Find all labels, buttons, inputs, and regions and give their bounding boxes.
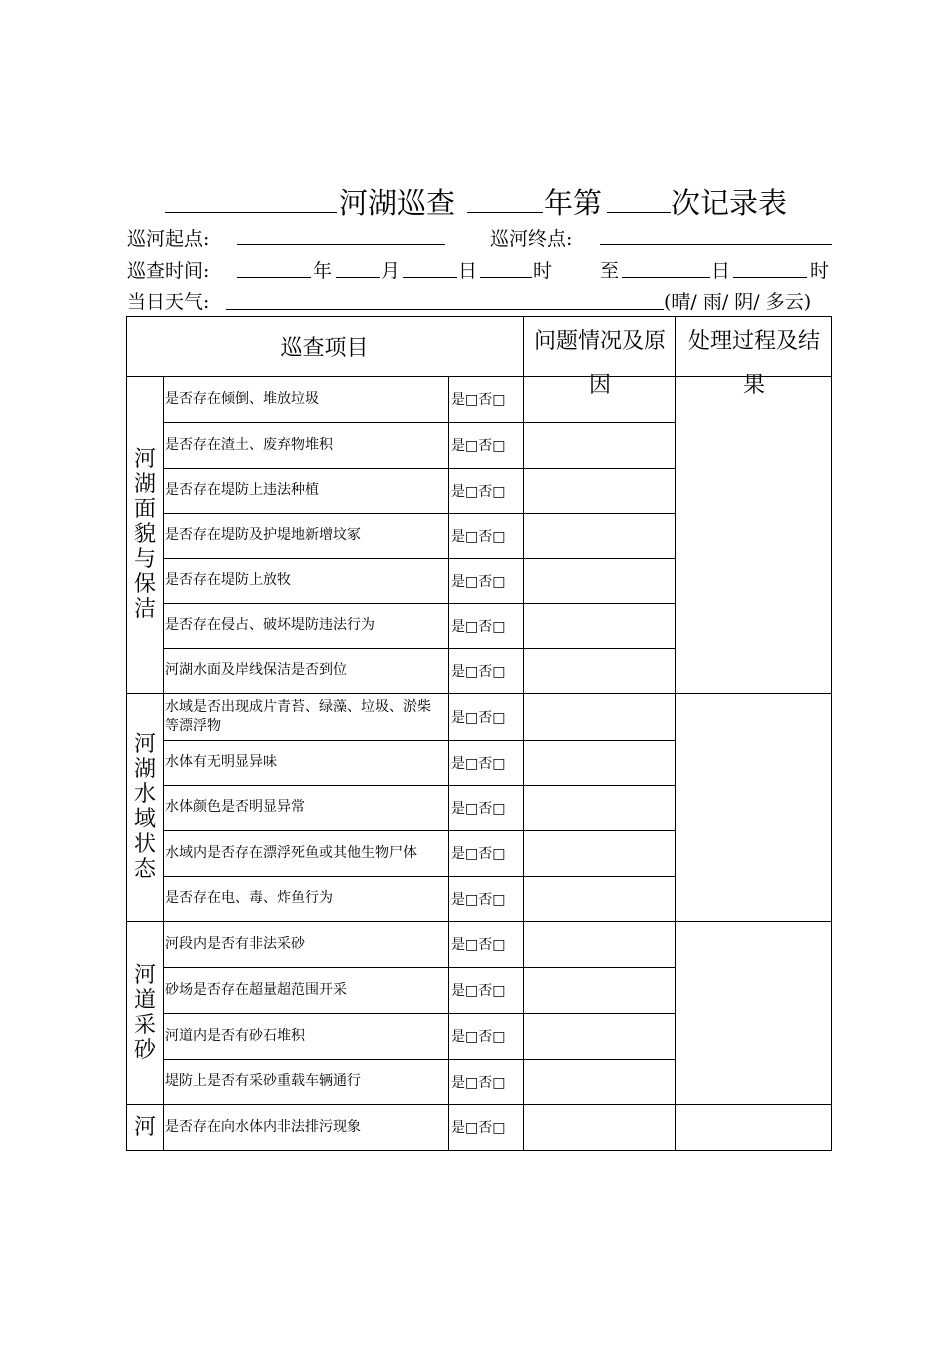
title-blank-year[interactable] <box>467 212 543 213</box>
group-label-3: 河 <box>133 1114 156 1140</box>
weather-options: (晴/ 雨/ 阴/ 多云) <box>664 291 812 313</box>
header-item: 巡查项目 <box>280 335 369 361</box>
col-divider-process <box>675 316 676 1150</box>
item-text: 堤防上是否有采砂重载车辆通行 <box>165 1073 361 1089</box>
title-text-1: 河湖巡查 <box>339 186 456 220</box>
yes-no-checkbox[interactable]: 是□否□ <box>451 846 506 862</box>
end-day-field[interactable] <box>622 277 710 278</box>
title-text-2: 年第 <box>544 186 603 220</box>
item-text: 是否存在向水体内非法排污现象 <box>165 1118 361 1135</box>
yes-no-checkbox[interactable]: 是□否□ <box>451 800 506 817</box>
end-label: 巡河终点: <box>490 228 573 250</box>
item-text: 是否存在堤防上违法种植 <box>165 482 319 498</box>
item-text: 是否存在倾倒、堆放垃圾 <box>165 390 319 407</box>
title-blank-1[interactable] <box>165 212 337 213</box>
year-unit: 年 <box>313 260 333 282</box>
item-text: 水体颜色是否明显异常 <box>165 799 305 815</box>
yes-no-checkbox[interactable]: 是□否□ <box>451 755 506 772</box>
header-problem: 问题情况及原因 <box>533 329 666 398</box>
yes-no-checkbox[interactable]: 是□否□ <box>451 438 506 454</box>
yes-no-checkbox[interactable]: 是□否□ <box>451 618 506 635</box>
yes-no-checkbox[interactable]: 是□否□ <box>451 1029 506 1045</box>
group-label-2: 河道采砂 <box>133 962 156 1063</box>
table-right-border <box>831 316 832 1151</box>
yes-no-checkbox[interactable]: 是□否□ <box>451 663 506 680</box>
month-field[interactable] <box>336 277 380 278</box>
header-process: 处理过程及结果 <box>687 329 820 398</box>
item-text: 是否存在侵占、破坏堤防违法行为 <box>165 617 375 633</box>
item-text: 砂场是否存在超量超范围开采 <box>165 981 347 998</box>
group-label-0: 河湖面貌与保洁 <box>133 447 156 622</box>
item-text: 是否存在堤防及护堤地新增坟冢 <box>165 527 361 543</box>
hour-field[interactable] <box>480 277 532 278</box>
col-divider-problem <box>523 316 524 1150</box>
yes-no-checkbox[interactable]: 是□否□ <box>451 983 506 999</box>
to-label: 至 <box>600 260 620 282</box>
month-unit: 月 <box>381 260 401 282</box>
item-text: 河湖水面及岸线保洁是否到位 <box>165 662 347 678</box>
yes-no-checkbox[interactable]: 是□否□ <box>451 709 506 726</box>
end-hour-field[interactable] <box>733 277 807 278</box>
yes-no-checkbox[interactable]: 是□否□ <box>451 1074 506 1091</box>
title-text-3: 次记录表 <box>671 186 788 220</box>
start-label: 巡河起点: <box>127 228 210 250</box>
hour-unit: 时 <box>533 260 553 282</box>
item-text: 河段内是否有非法采砂 <box>165 935 305 952</box>
yes-no-checkbox[interactable]: 是□否□ <box>451 937 506 953</box>
weather-field[interactable] <box>226 309 664 310</box>
yes-no-checkbox[interactable]: 是□否□ <box>451 392 506 408</box>
item-text: 水体有无明显异味 <box>165 754 277 770</box>
yes-no-checkbox[interactable]: 是□否□ <box>451 483 506 500</box>
day-unit: 日 <box>458 260 478 282</box>
group-label-1: 河湖水域状态 <box>133 732 156 882</box>
yes-no-checkbox[interactable]: 是□否□ <box>451 1120 506 1136</box>
year-field[interactable] <box>237 277 311 278</box>
yes-no-checkbox[interactable]: 是□否□ <box>451 528 506 545</box>
weather-label: 当日天气: <box>127 291 210 313</box>
item-text: 水域是否出现成片青苔、绿藻、垃圾、淤柴等漂浮物 <box>165 698 431 734</box>
table-bottom-border <box>126 1150 832 1151</box>
yes-no-checkbox[interactable]: 是□否□ <box>451 891 506 908</box>
yes-no-checkbox[interactable]: 是□否□ <box>451 573 506 590</box>
table-left-border <box>126 316 127 1150</box>
time-label: 巡查时间: <box>127 260 210 282</box>
col-divider-yesno <box>448 376 449 1150</box>
col-divider-category <box>163 376 164 1150</box>
end-field[interactable] <box>600 244 832 245</box>
item-text: 水域内是否存在漂浮死鱼或其他生物尸体 <box>165 844 417 861</box>
end-hour-unit: 时 <box>810 260 830 282</box>
item-text: 是否存在电、毒、炸鱼行为 <box>165 890 333 906</box>
title-blank-count[interactable] <box>607 212 671 213</box>
item-text: 是否存在渣土、废弃物堆积 <box>165 436 333 453</box>
end-day-unit: 日 <box>711 260 731 282</box>
day-field[interactable] <box>403 277 457 278</box>
item-text: 是否存在堤防上放牧 <box>165 572 291 588</box>
item-text: 河道内是否有砂石堆积 <box>165 1027 305 1044</box>
start-field[interactable] <box>237 244 445 245</box>
